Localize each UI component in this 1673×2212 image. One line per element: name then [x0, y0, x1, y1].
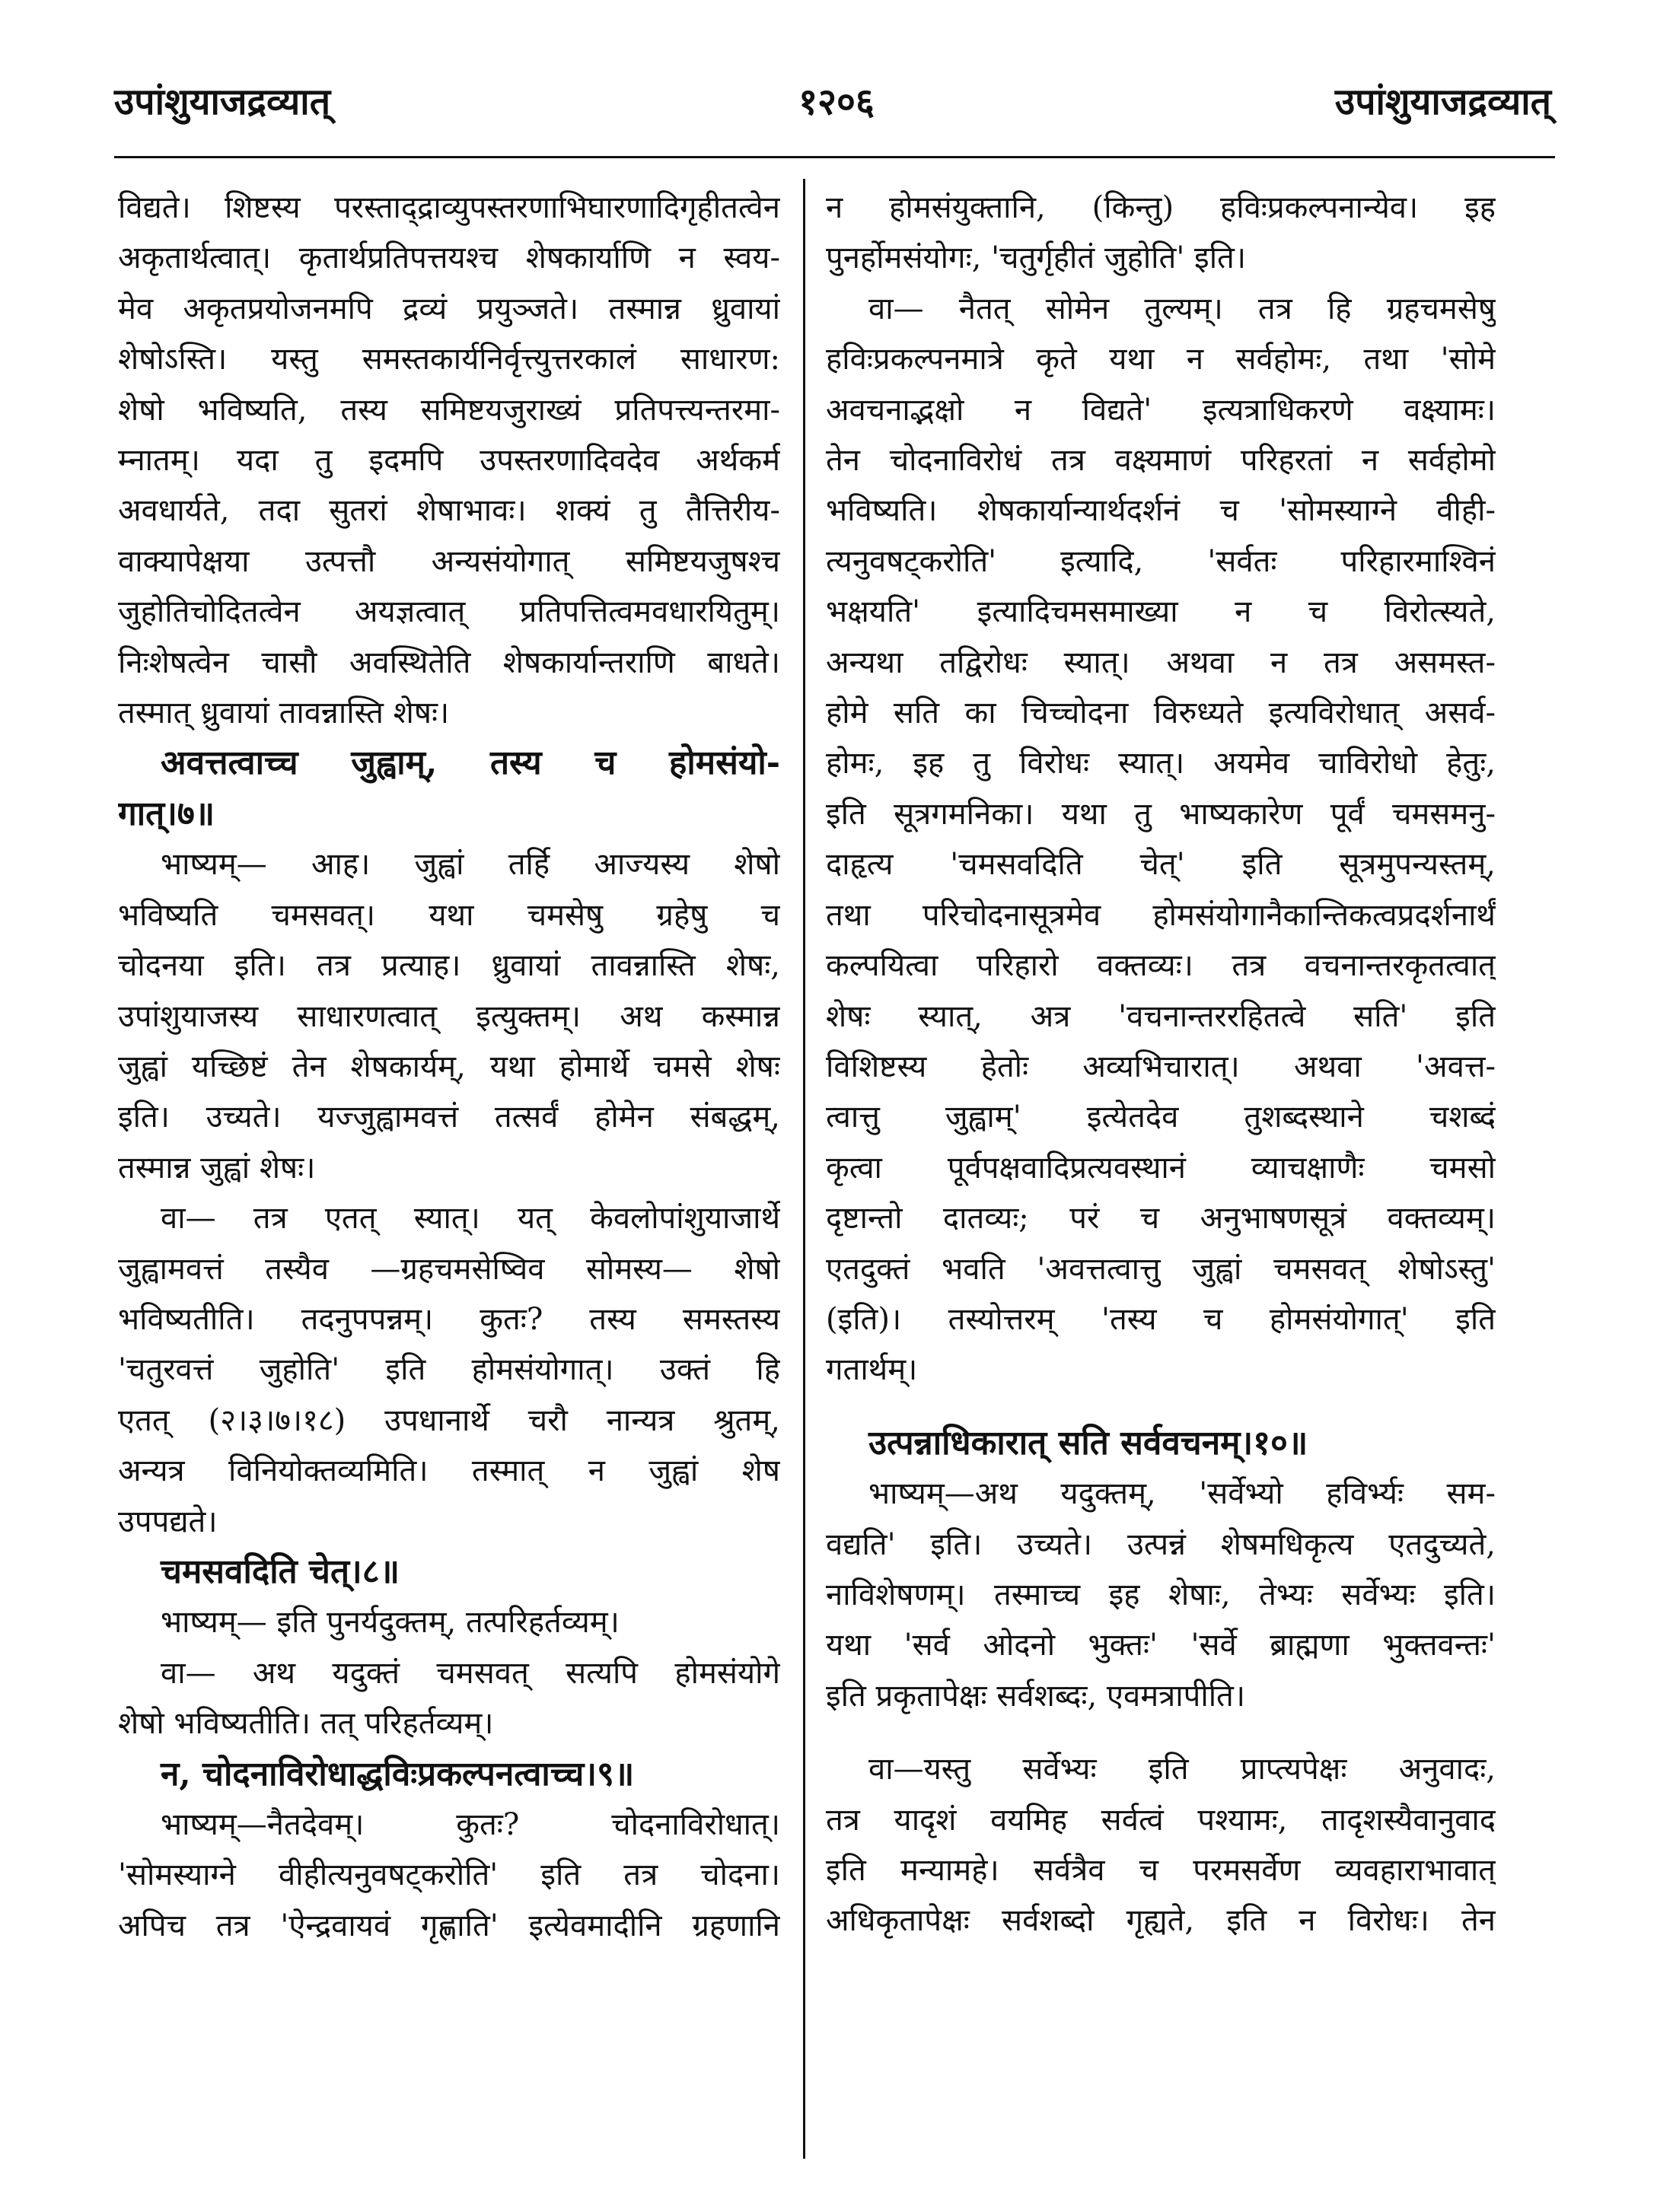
text-line: इति मन्यामहे। सर्वत्रैव च परमसर्वेण व्यवहाराभावात्: [826, 1853, 1496, 1888]
text-line: अन्यत्र विनियोक्तव्यमिति। तस्मात् न जुह्वां शेष: [118, 1453, 780, 1489]
text-line: तस्मान्न जुह्वां शेषः।: [118, 1150, 316, 1186]
text-line: भविष्यति चमसवत्। यथा चमसेषु ग्रहेषु च: [118, 897, 780, 933]
text-line: दृष्टान्तो दातव्यः; परं च अनुभाषणसूत्रं वक्तव्यम्।: [826, 1201, 1496, 1236]
text-line: न होमसंयुक्तानि, (किन्तु) हविःप्रकल्पनान्येव। इह: [826, 190, 1496, 225]
text-line: चोदनया इति। तत्र प्रत्याह। ध्रुवायां तावन्नास्ति शेषः,: [118, 948, 780, 984]
text-line: होमे सति का चिच्चोदना विरुध्यते इत्यविरोधात् असर्व-: [826, 695, 1496, 731]
sutra-heading: उत्पन्नाधिकारात् सति सर्ववचनम्।१०॥: [868, 1423, 1308, 1462]
text-line: वा—यस्तु सर्वेभ्यः इति प्राप्त्यपेक्षः अनुवादः,: [868, 1752, 1496, 1787]
text-line: जुह्वां यच्छिष्टं तेन शेषकार्यम्, यथा होमार्थे चमसे शेषः: [118, 1049, 780, 1084]
sutra-heading: चमसवदिति चेत्।८॥: [161, 1552, 400, 1591]
header-rule: [114, 156, 1555, 158]
text-line: भक्षयति' इत्यादिचमसमाख्या न च विरोत्स्यते,: [826, 594, 1496, 630]
text-line: शेषः स्यात्, अत्र 'वचनान्तररहितत्वे सति' इति: [826, 998, 1496, 1034]
text-line: अवचनाद्भक्षो न विद्यते' इत्यत्राधिकरणे वक्ष्यामः।: [826, 392, 1496, 428]
text-line: शेषो भविष्यति, तस्य समिष्टयजुराख्यं प्रतिपत्त्यन्तरमा-: [118, 392, 780, 428]
text-line: म्नातम्। यदा तु इदमपि उपस्तरणादिवदेव अर्थकर्म: [118, 443, 780, 479]
text-line: भाष्यम्—अथ यदुक्तम्, 'सर्वेभ्यो हविर्भ्यः सम-: [868, 1476, 1496, 1512]
running-head-right: उपांशुयाजद्रव्यात्: [1334, 81, 1551, 123]
sutra-heading: अवत्तत्वाच्च जुह्वाम्, तस्य च होमसंयो-: [161, 743, 780, 783]
text-line: वा— अथ यदुक्तं चमसवत् सत्यपि होमसंयोगे: [161, 1655, 780, 1691]
text-line: त्वात्तु जुह्वाम्' इत्येतदेव तुशब्दस्थाने चशब्दं: [826, 1100, 1496, 1135]
text-line: अन्यथा तद्विरोधः स्यात्। अथवा न तत्र असमस्त-: [826, 645, 1496, 680]
text-line: तत्र यादृशं वयमिह सर्वत्वं पश्यामः, तादृशस्यैवानुवाद: [826, 1802, 1496, 1838]
running-head-left: उपांशुयाजद्रव्यात्: [114, 81, 331, 123]
right-column: [826, 183, 1496, 1946]
text-line: वा— तत्र एतत् स्यात्। यत् केवलोपांशुयाजार्थे: [161, 1201, 780, 1236]
text-line: अकृतार्थत्वात्। कृतार्थप्रतिपत्तयश्च शेषकार्याणि न स्वय-: [118, 240, 780, 276]
text-line: भाष्यम्— आह। जुह्वां तर्हि आज्यस्य शेषो: [161, 847, 780, 883]
text-line: इति सूत्रगमनिका। यथा तु भाष्यकारेण पूर्वं चमसमनु-: [826, 796, 1496, 832]
text-line: वाक्यापेक्षया उत्पत्तौ अन्यसंयोगात् समिष्टयजुषश्च: [118, 543, 780, 579]
text-line: भाष्यम्— इति पुनर्यदुक्तम्, तत्परिहर्तव्यम्।: [161, 1605, 620, 1641]
text-line: 'सोमस्याग्ने वीहीत्यनुवषट्करोति' इति तत्र चोदना।: [118, 1857, 780, 1893]
text-line: पुनर्होमसंयोगः, 'चतुर्गृहीतं जुहोति' इति।: [826, 240, 1247, 276]
text-line: यथा 'सर्व ओदनो भुक्तः' 'सर्वे ब्राह्मणा भुक्तवन्तः': [826, 1628, 1496, 1663]
text-line: उपांशुयाजस्य साधारणत्वात् इत्युक्तम्। अथ कस्मान्न: [118, 998, 780, 1034]
sutra-heading: गात्।७॥: [118, 794, 215, 833]
text-line: अधिकृतापेक्षः सर्वशब्दो गृह्यते, इति न विरोधः। तेन: [826, 1903, 1496, 1939]
text-line: दाहृत्य 'चमसवदिति चेत्' इति सूत्रमुपन्यस्तम्,: [826, 847, 1496, 883]
text-line: कल्पयित्वा परिहारो वक्तव्यः। तत्र वचनान्तरकृतत्वात्: [826, 948, 1496, 984]
text-line: त्यनुवषट्करोति' इत्यादि, 'सर्वतः परिहारमाश्विनं: [826, 543, 1496, 579]
page-number: १२०६: [798, 81, 875, 123]
text-line: नाविशेषणम्। तस्माच्च इह शेषाः, तेभ्यः सर्वेभ्यः इति।: [826, 1577, 1496, 1612]
text-line: तस्मात् ध्रुवायां तावन्नास्ति शेषः।: [118, 695, 450, 731]
text-line: गतार्थम्।: [826, 1352, 918, 1388]
column-divider: [803, 179, 805, 2159]
text-line: (इति)। तस्योत्तरम् 'तस्य च होमसंयोगात्' इति: [826, 1301, 1496, 1337]
text-line: उपपद्यते।: [118, 1504, 218, 1539]
text-line: वा— नैतत् सोमेन तुल्यम्। तत्र हि ग्रहचमसेषु: [868, 291, 1496, 326]
text-line: वद्यति' इति। उच्यते। उत्पन्नं शेषमधिकृत्य एतदुच्यते,: [826, 1526, 1496, 1562]
spacer: [826, 1721, 1496, 1744]
text-line: अवधार्यते, तदा सुतरां शेषाभावः। शक्यं तु तैत्तिरीय-: [118, 493, 780, 529]
text-line: हविःप्रकल्पनमात्रे कृते यथा न सर्वहोमः, तथा 'सोमे: [826, 342, 1496, 377]
text-line: होमः, इह तु विरोधः स्यात्। अयमेव चाविरोधो हेतुः,: [826, 746, 1496, 781]
sutra-heading: न, चोदनाविरोधाद्धविःप्रकल्पनत्वाच्च।९॥: [161, 1754, 635, 1793]
text-line: विद्यते। शिष्टस्य परस्ताद्द्राव्युपस्तरणाभिघारणादिगृहीतत्वेन: [118, 190, 780, 225]
left-column: [118, 183, 780, 1951]
text-line: शेषोऽस्ति। यस्तु समस्तकार्यनिर्वृत्त्युत्तरकालं साधारण:: [118, 342, 780, 377]
text-line: तेन चोदनाविरोधं तत्र वक्ष्यमाणं परिहरतां न सर्वहोमो: [826, 443, 1496, 479]
text-line: जुहोतिचोदितत्वेन अयज्ञत्वात् प्रतिपत्तित्वमवधारयितुम्।: [118, 594, 780, 630]
text-line: एतदुक्तं भवति 'अवत्तत्वात्तु जुह्वां चमसवत् शेषोऽस्तु': [826, 1251, 1496, 1287]
text-line: भविष्यति। शेषकार्यान्यार्थदर्शनं च 'सोमस्याग्ने वीही-: [826, 493, 1496, 529]
text-line: एतत् (२।३।७।१८) उपधानार्थे चरौ नान्यत्र श्रुतम्,: [118, 1402, 780, 1438]
text-line: अपिच तत्र 'ऐन्द्रवायवं गृह्णाति' इत्येवमादीनि ग्रहणानि: [118, 1908, 780, 1943]
text-line: कृत्वा पूर्वपक्षवादिप्रत्यवस्थानं व्याचक्षाणैः चमसो: [826, 1150, 1496, 1186]
text-line: इति। उच्यते। यज्जुह्वामवत्तं तत्सर्वं होमेन संबद्धम्,: [118, 1100, 780, 1135]
text-line: तथा परिचोदनासूत्रमेव होमसंयोगानैकान्तिकत्वप्रदर्शनार्थं: [826, 897, 1496, 933]
text-line: मेव अकृतप्रयोजनमपि द्रव्यं प्रयुञ्जते। तस्मान्न ध्रुवायां: [118, 291, 780, 326]
spacer: [826, 1396, 1496, 1418]
text-line: शेषो भविष्यतीति। तत् परिहर्तव्यम्।: [118, 1706, 494, 1742]
text-line: भविष्यतीति। तदनुपपन्नम्। कुतः? तस्य समस्तस्य: [118, 1301, 780, 1337]
text-line: 'चतुरवत्तं जुहोति' इति होमसंयोगात्। उक्तं हि: [118, 1352, 780, 1388]
text-line: इति प्रकृतापेक्षः सर्वशब्दः, एवमत्रापीति।: [826, 1678, 1246, 1714]
text-line: जुह्वामवत्तं तस्यैव —ग्रहचमसेष्विव सोमस्य— शेषो: [118, 1251, 780, 1287]
text-line: निःशेषत्वेन चासौ अवस्थितेति शेषकार्यान्तराणि बाधते।: [118, 645, 780, 680]
text-line: विशिष्टस्य हेतोः अव्यभिचारात्। अथवा 'अवत्त-: [826, 1049, 1496, 1084]
text-line: भाष्यम्—नैतदेवम्। कुतः? चोदनाविरोधात्।: [161, 1807, 780, 1842]
